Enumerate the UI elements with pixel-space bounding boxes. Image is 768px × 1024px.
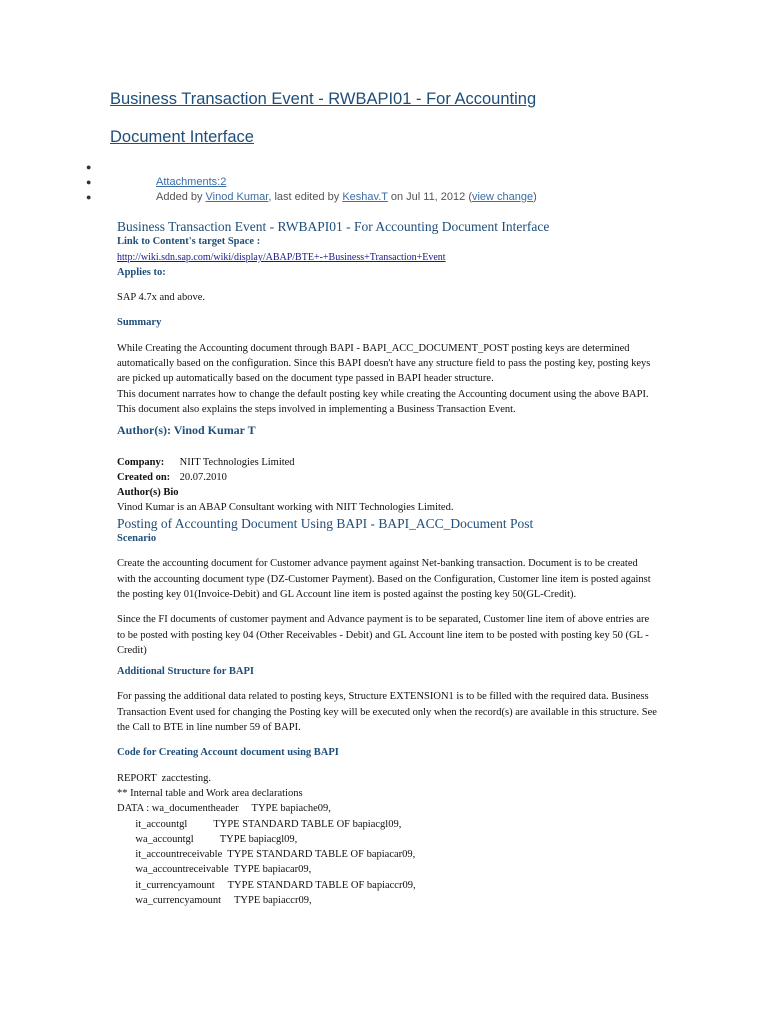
code-line: ** Internal table and Work area declarations xyxy=(117,787,303,799)
authors-label: Author(s): Vinod Kumar T xyxy=(117,423,256,438)
bullet-icon: ● xyxy=(86,162,92,172)
added-by-text: Added by xyxy=(156,191,206,203)
created-value: 20.07.2010 xyxy=(179,471,227,483)
scenario-label: Scenario xyxy=(117,533,157,545)
summary-paragraph-2: This document narrates how to change the default posting key while creating the Accounting document using the above BAPI. This document also explains the steps involved in implementing a Business Transaction Event. xyxy=(117,388,649,415)
code-line: it_currencyamount TYPE STANDARD TABLE OF bapiaccr09, xyxy=(117,879,416,891)
view-change-link[interactable]: view change xyxy=(471,191,534,203)
company-label: Company: xyxy=(117,456,165,468)
summary-paragraph-1: While Creating the Accounting document through BAPI - BAPI_ACC_DOCUMENT_POST posting keys are determined automatically based on the configuration. Since this BAPI doesn't have any structure field to pass the posting key, posting keys are picked up automatically based on the document type passed in BAPI header structure. xyxy=(117,342,651,385)
bio-label: Author(s) Bio xyxy=(117,487,179,499)
code-line: it_accountreceivable TYPE STANDARD TABLE OF bapiacar09, xyxy=(117,849,416,861)
posting-heading: Posting of Accounting Document Using BAPI - BAPI_ACC_Document Post xyxy=(117,515,534,531)
code-label: Code for Creating Account document using BAPI xyxy=(117,747,339,759)
code-block xyxy=(117,771,657,909)
code-line: it_accountgl TYPE STANDARD TABLE OF bapiacgl09, xyxy=(117,818,402,830)
bio-text: Vinod Kumar is an ABAP Consultant working with NIIT Technologies Limited. xyxy=(117,502,454,514)
attachments-link[interactable]: Attachments:2 xyxy=(156,176,227,188)
close-paren: ) xyxy=(533,191,537,203)
author-link[interactable]: Vinod Kumar xyxy=(205,191,269,203)
additional-structure-paragraph: For passing the additional data related to posting keys, Structure EXTENSION1 is to be filled with the required data. Business Transaction Event used for changing the Posting key will be executed only when the record(s) are available in this structure. See the Call to BTE in line number 59 of BAPI. xyxy=(117,691,657,734)
bullet-icon: ● xyxy=(86,177,92,187)
applies-text: SAP 4.7x and above. xyxy=(117,292,205,304)
page-title-link[interactable] xyxy=(110,90,536,146)
edited-by-text: , last edited by xyxy=(268,191,343,203)
bullet-icon: ● xyxy=(86,192,92,202)
summary-label: Summary xyxy=(117,317,162,329)
scenario-paragraph-2: Since the FI documents of customer payment and Advance payment is to be separated, Customer line item of above entries are to be posted with posting key 04 (Other Receivables - Debit) and GL Account line item to be posted with posting key 50 (GL - Credit) xyxy=(117,614,650,656)
doc-heading: Business Transaction Event - RWBAPI01 - For Accounting Document Interface xyxy=(117,219,550,234)
scenario-paragraph-1: Create the accounting document for Customer advance payment against Net-banking transaction. Document is to be created with the accounting document type (DZ-Customer Payment). Based on the Configuration, Customer line item is posted against the posting key 01(Invoice-Debit) and GL Account line item is posted against the posting key 50(GL-Credit). xyxy=(117,558,651,600)
content-space-link[interactable]: http://wiki.sdn.sap.com/wiki/display/ABAP/BTE+-+Business+Transaction+Event xyxy=(117,251,446,263)
title-line-1: Business Transaction Event - RWBAPI01 - For Accounting xyxy=(110,90,537,108)
link-label: Link to Content's target Space : xyxy=(117,236,261,248)
code-line: wa_accountreceivable TYPE bapiacar09, xyxy=(117,864,312,876)
created-label: Created on: xyxy=(117,471,171,483)
additional-structure-label: Additional Structure for BAPI xyxy=(117,666,254,678)
company-value: NIIT Technologies Limited xyxy=(179,456,295,468)
code-line: REPORT zacctesting. xyxy=(117,772,211,784)
code-line: wa_currencyamount TYPE bapiaccr09, xyxy=(117,894,312,906)
title-line-2: Document Interface xyxy=(110,128,254,146)
applies-label: Applies to: xyxy=(117,266,166,278)
code-line: wa_accountgl TYPE bapiacgl09, xyxy=(117,833,298,845)
document-body xyxy=(117,219,657,908)
code-line: DATA : wa_documentheader TYPE bapiache09, xyxy=(117,803,331,815)
page-title xyxy=(110,80,670,156)
editor-link[interactable]: Keshav.T xyxy=(342,191,388,203)
edit-date-text: on Jul 11, 2012 ( xyxy=(387,191,472,203)
